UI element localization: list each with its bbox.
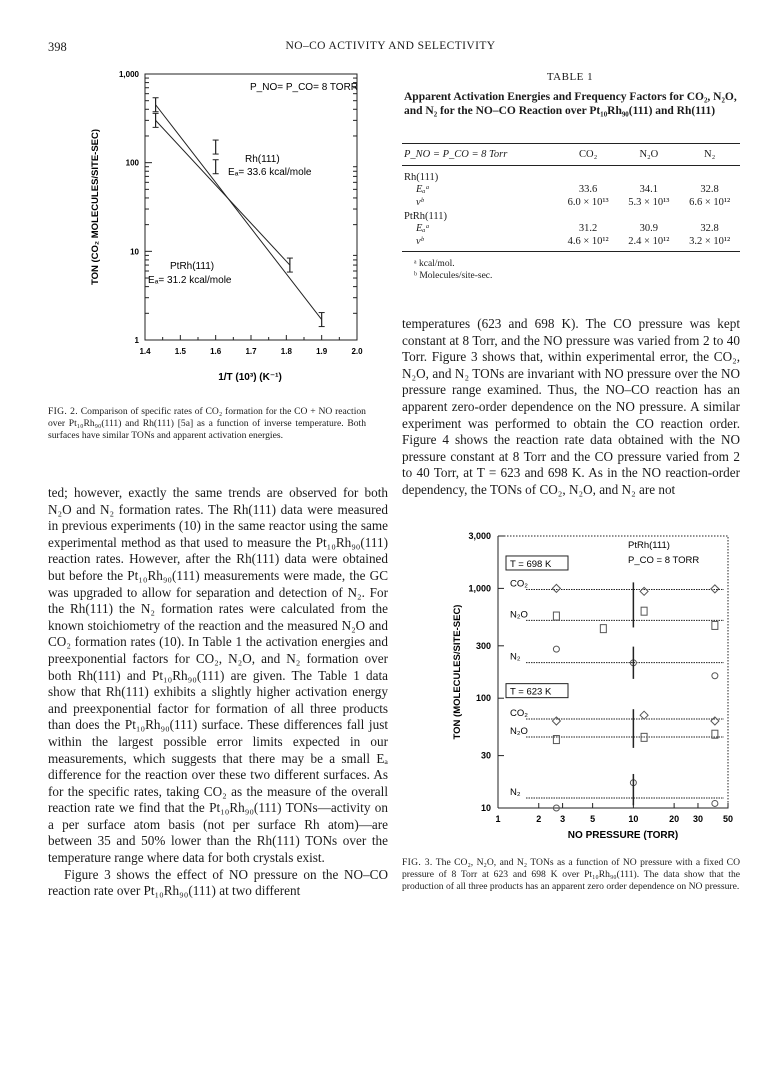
fig3-plot-frame xyxy=(498,536,728,808)
table1-row-label: νᵇ xyxy=(416,197,424,208)
fig3-y-tick-label: 1,000 xyxy=(468,583,491,594)
table1-cell: 6.0 × 10¹³ xyxy=(567,197,609,208)
table1-footnote-a: ᵃ kcal/mol. xyxy=(414,259,455,269)
table-row xyxy=(402,235,740,248)
fig3-caption-label: FIG. 3. xyxy=(402,857,433,868)
fig2-series-label: Rh(111) xyxy=(245,154,280,165)
table1 xyxy=(402,143,740,282)
fig3-data-point xyxy=(553,612,559,620)
fig2-x-tick-label: 1.8 xyxy=(280,347,292,356)
fig2-y-tick-label: 10 xyxy=(130,247,139,257)
fig2-x-tick-label: 1.7 xyxy=(245,347,257,356)
fig2-series-label: PtRh(111) xyxy=(170,261,215,272)
fig3-y-tick-label: 100 xyxy=(475,693,491,704)
table1-col-co2: CO₂ xyxy=(578,149,598,160)
table1-cell: 32.8 xyxy=(700,184,719,195)
fig3-x-tick-label: 1 xyxy=(495,814,501,824)
table1-caption: Apparent Activation Energies and Frequency Factors for CO₂, N₂O, and N₂ for the NO–CO Reaction over Pt₁₀Rh₉₀(111) and Rh(111) xyxy=(404,91,737,117)
fig2-x-tick-label: 1.9 xyxy=(316,347,328,356)
fig3-x-tick-label: 5 xyxy=(590,814,596,824)
fig3-x-tick-label: 10 xyxy=(628,814,639,824)
fig3-data-point xyxy=(641,607,647,615)
fig3-y-tick-label: 30 xyxy=(480,750,491,761)
fig3-y-tick-label: 3,000 xyxy=(468,531,491,541)
fig2-x-tick-label: 1.5 xyxy=(174,347,186,356)
fig3-x-tick-label: 2 xyxy=(536,814,542,824)
right-column-text: temperatures (623 and 698 K). The CO pressure was kept constant at 8 Torr, and the NO pressure was varied from 2 to 40 Torr. Figure 3 shows that, within experimental error, the CO₂, N₂O, and N₂ TONs are invariant with NO pressure over the NO pressure range examined. Thus, the NO–CO reaction has an apparent zero-order dependence on the NO pressure. A similar experiment was performed to obtain the CO reaction order. Figure 4 shows the reaction rate data obtained with the NO pressure constant at 8 Torr and the CO pressure varied from 2 to 40 Torr, at T = 623 and 698 K. As in the NO reaction-order dependency, the TONs of CO₂, N₂O, and N₂ are not xyxy=(402,316,740,497)
fig3-x-tick-label: 3 xyxy=(560,814,566,824)
fig2-series-annotation: Eₐ= 33.6 kcal/mole xyxy=(228,167,312,178)
fig3-legend-pressure: P_CO = 8 TORR xyxy=(628,555,700,566)
fig3-legend-surface: PtRh(111) xyxy=(628,540,670,551)
fig3-y-tick-label: 300 xyxy=(475,640,491,651)
fig3-series-label: N₂ xyxy=(510,787,521,799)
fig3-series-label: N₂O xyxy=(510,609,528,621)
table1-cell: 6.6 × 10¹² xyxy=(689,197,731,208)
fig2-x-tick-label: 2.0 xyxy=(351,347,363,356)
fig2-plot-frame xyxy=(145,74,357,340)
table1-col-n2o: N₂O xyxy=(639,149,659,160)
table1-row-label: Eₐᵃ xyxy=(416,184,430,195)
fig2-series-annotation: Eₐ= 31.2 kcal/mole xyxy=(148,275,232,286)
table1-col-conditions: P_NO = P_CO = 8 Torr xyxy=(404,149,508,160)
table1-row-label: νᵇ xyxy=(416,236,424,247)
fig3-x-tick-label: 20 xyxy=(669,814,680,824)
fig3-series-label: CO₂ xyxy=(510,578,528,590)
fig3-data-point xyxy=(712,800,718,806)
fig3-data-point xyxy=(711,717,719,725)
fig3-y-tick-label: 10 xyxy=(480,803,491,813)
fig3-series-label: CO₂ xyxy=(510,708,528,720)
running-title: NO–CO ACTIVITY AND SELECTIVITY xyxy=(285,40,496,52)
table1-cell: 30.9 xyxy=(639,223,659,234)
fig2-caption-text: Comparison of specific rates of CO₂ formation for the CO + NO reaction over Pt₁₀Rh₉₀(111) and Rh(111) [5a] as a function of inverse temperature. Both surfaces have similar TONs and apparent activation energies. xyxy=(48,406,366,441)
fig3-y-axis-label: TON (MOLECULES/SITE-SEC) xyxy=(452,604,463,740)
fig3-series-label: N₂ xyxy=(510,651,521,663)
table1-cell: 32.8 xyxy=(700,223,719,234)
left-paragraph-1: ted; however, exactly the same trends are observed for both N₂O and N₂ formation rates. The Rh(111) data were measured in previous experiments (10) in the same reactor using the same experimental method as that used to measure the Pt₁₀Rh₉₀(111) reaction rates. However, after the Rh(111) data were obtained but before the Pt₁₀Rh₉₀(111) measurements were made, the GC was upgraded to allow for separation and detection of N₂. For the Rh(111) the N₂ formation rates were calculated from the known stoichiometry of the reaction and the measured N₂O and CO₂ formation rates (10). In Table 1 the activation energies and preexponential factors for CO₂, N₂O, and N₂ formation over both Rh(111) and Pt₁₀Rh₉₀(111) are given. The Table 1 data show that Rh(111) exhibits a slightly higher activation energy and preexponential factor for formation of all three products than does the Pt₁₀Rh₉₀(111) surface. These differences fall just within the largest possible error limits expected in our measurements, which suggests that there may be a small Eₐ difference for the reaction over these two different surfaces. As for the specific rates, taking CO₂ as the measure of the overall reaction rate we find that the Pt₁₀Rh₉₀(111) TONs—activity on a per surface atom basis (not per surface Rh atom)—are between 35 and 50% lower than the Rh(111) TONs over the temperature range where data for both crystals exist. xyxy=(48,485,388,866)
table1-row-label: Eₐᵃ xyxy=(416,223,430,234)
fig3-caption xyxy=(402,857,740,893)
table-row xyxy=(402,183,740,196)
fig2-y-tick-label: 1,000 xyxy=(118,70,139,79)
table1-cell: 5.3 × 10¹³ xyxy=(628,197,670,208)
fig3-data-point xyxy=(552,584,560,592)
left-column-text xyxy=(48,485,388,900)
fig3-data-point xyxy=(711,585,719,593)
table1-group-label: PtRh(111) xyxy=(404,211,447,222)
table1-cell: 4.6 × 10¹² xyxy=(567,236,609,247)
fig2-x-tick-label: 1.6 xyxy=(210,347,222,356)
fig3-data-point xyxy=(552,717,560,725)
fig2-fit-line xyxy=(156,105,322,320)
fig3-data-point xyxy=(712,673,718,679)
fig2-y-axis-label: TON (CO₂ MOLECULES/SITE-SEC) xyxy=(90,128,101,286)
fig3-caption-text: The CO₂, N₂O, and N₂ TONs as a function of NO pressure with a fixed CO pressure of 8 Torr at 623 and 698 K over Pt₁₀Rh₉₀(111). The data show that the production of all three products has an apparent zero order dependence on NO pressure. xyxy=(402,857,740,892)
fig2-y-tick-label: 1 xyxy=(134,336,139,345)
fig2-x-axis-label: 1/T (10³) (K⁻¹) xyxy=(218,372,282,383)
fig3-temperature-label: T = 698 K xyxy=(510,558,552,570)
table1-footnote-b: ᵇ Molecules/site-sec. xyxy=(414,271,493,281)
fig3-series-label: N₂O xyxy=(510,726,528,738)
fig3-data-point xyxy=(712,621,718,629)
left-paragraph-2: Figure 3 shows the effect of NO pressure on the NO–CO reaction rate over Pt₁₀Rh₉₀(111) at two different xyxy=(48,866,388,899)
page-number: 398 xyxy=(48,40,67,54)
fig3-chart xyxy=(438,528,738,848)
fig2-caption xyxy=(48,406,366,442)
fig2-y-tick-label: 100 xyxy=(125,158,139,168)
fig3-x-tick-label: 30 xyxy=(692,814,703,824)
table1-cell: 2.4 × 10¹² xyxy=(628,236,670,247)
fig3-data-point xyxy=(640,711,648,719)
table-row xyxy=(402,196,740,209)
fig3-x-tick-label: 50 xyxy=(722,814,734,824)
table1-cell: 33.6 xyxy=(578,184,598,195)
fig2-fit-line xyxy=(156,120,290,265)
table-row xyxy=(402,222,740,235)
fig3-temperature-label: T = 623 K xyxy=(510,686,552,698)
table1-group-label: Rh(111) xyxy=(404,172,439,183)
fig2-caption-label: FIG. 2. xyxy=(48,406,78,417)
fig3-data-point xyxy=(600,625,606,633)
table1-cell: 34.1 xyxy=(639,184,659,195)
fig2-pressure-label: P_NO= P_CO= 8 TORR xyxy=(250,82,359,93)
table1-col-n2: N₂ xyxy=(703,149,716,160)
fig3-x-axis-label: NO PRESSURE (TORR) xyxy=(567,830,679,841)
table1-cell: 3.2 × 10¹² xyxy=(689,236,731,247)
fig2-chart xyxy=(60,62,380,392)
fig3-data-point xyxy=(553,646,559,652)
fig3-data-point xyxy=(640,587,648,595)
table1-cell: 31.2 xyxy=(578,223,598,234)
table1-label: TABLE 1 xyxy=(546,71,594,83)
fig2-x-tick-label: 1.4 xyxy=(139,347,151,356)
